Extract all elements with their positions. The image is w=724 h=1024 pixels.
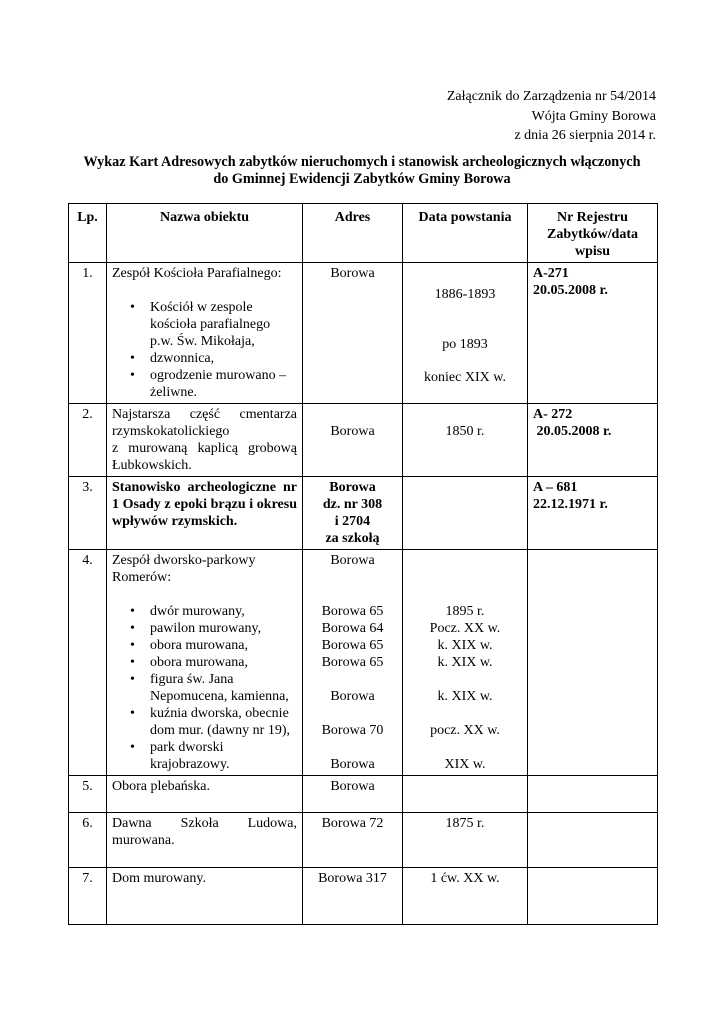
table-row — [69, 868, 658, 925]
cell-address: Borowa 72 — [303, 813, 403, 868]
item-text: • park dworski — [150, 740, 224, 755]
address-text: Borowa — [330, 424, 375, 439]
list-item — [112, 350, 297, 367]
address-text: Borowa — [329, 480, 376, 495]
header-lp: Lp. — [69, 204, 107, 263]
list-item — [112, 603, 297, 620]
list-item — [112, 299, 297, 350]
document-title — [50, 154, 674, 188]
list-item — [112, 637, 297, 654]
registry-text: 20.05.2008 r. — [533, 424, 612, 439]
item-text: kościoła parafialnego — [150, 317, 271, 332]
cell-registry — [528, 477, 658, 550]
list-item — [112, 620, 297, 637]
cell-registry — [528, 868, 658, 925]
title-line: do Gminnej Ewidencji Zabytków Gminy Borowa — [213, 171, 511, 187]
cell-address — [303, 404, 403, 477]
header-date: Data powstania — [403, 204, 528, 263]
annex-line: Załącznik do Zarządzenia nr 54/2014 — [446, 89, 656, 104]
date-text: Pocz. XX w. — [429, 621, 501, 636]
header-registry-line: wpisu — [574, 244, 611, 259]
registry-text: A-271 — [533, 266, 569, 281]
item-text: krajobrazowy. — [150, 757, 230, 772]
cell-address — [303, 550, 403, 776]
name-text: Łubkowskich. — [112, 458, 192, 473]
registry-text: A- 272 — [533, 407, 573, 422]
address-text: Borowa 65 — [321, 655, 384, 670]
cell-lp: 3. — [69, 477, 107, 550]
cell-lp: 4. — [69, 550, 107, 776]
table-header-row — [69, 204, 658, 263]
item-text: • dzwonnica, — [150, 351, 215, 366]
item-text: • ogrodzenie murowano – — [150, 368, 287, 383]
table-row — [69, 263, 658, 404]
header-name: Nazwa obiektu — [107, 204, 303, 263]
item-text: dom mur. (dawny nr 19), — [150, 723, 290, 738]
cell-name: Dom murowany. — [107, 868, 303, 925]
date-text: po 1893 — [442, 337, 488, 352]
date-text: 1886-1893 — [434, 287, 496, 302]
date-text: XIX w. — [444, 757, 486, 772]
address-text: i 2704 — [334, 514, 371, 529]
name-text: Zespół dworsko-parkowy — [112, 553, 256, 568]
cell-lp: 2. — [69, 404, 107, 477]
date-text: k. XIX w. — [437, 689, 493, 704]
item-text: p.w. Św. Mikołaja, — [150, 334, 255, 349]
name-text: Stanowisko archeologiczne nr — [112, 480, 297, 495]
cell-registry — [528, 263, 658, 404]
item-text: • Kościół w zespole — [150, 300, 253, 315]
name-text: z murowaną kaplicą grobową — [112, 441, 297, 456]
cell-date: 1 ćw. XX w. — [403, 868, 528, 925]
registry-text: 22.12.1971 r. — [533, 497, 608, 512]
name-text: wpływów rzymskich. — [112, 514, 238, 529]
address-text: za szkołą — [325, 531, 380, 546]
date-text: 1850 r. — [445, 424, 485, 439]
table-row — [69, 813, 658, 868]
cell-date — [403, 263, 528, 404]
annex-line: Wójta Gminy Borowa — [531, 108, 656, 124]
cell-date — [403, 776, 528, 813]
name-text: Dawna Szkoła Ludowa, — [112, 816, 297, 831]
cell-lp: 5. — [69, 776, 107, 813]
cell-name — [107, 477, 303, 550]
cell-address — [303, 477, 403, 550]
annex-line: z dnia 26 sierpnia 2014 r. — [514, 128, 656, 143]
list-item — [112, 671, 297, 705]
list-item — [112, 654, 297, 671]
cell-date — [403, 404, 528, 477]
item-text: • dwór murowany, — [150, 604, 245, 619]
item-text: Nepomucena, kamienna, — [150, 689, 289, 704]
date-text: k. XIX w. — [437, 655, 493, 670]
cell-address: Borowa — [303, 263, 403, 404]
address-text: Borowa 65 — [321, 638, 384, 653]
address-text: Borowa — [330, 689, 375, 704]
table-row — [69, 404, 658, 477]
cell-registry — [528, 404, 658, 477]
cell-registry — [528, 550, 658, 776]
item-text: • obora murowana, — [150, 655, 248, 670]
date-text: koniec XIX w. — [424, 370, 506, 385]
annex-header — [447, 87, 656, 146]
cell-lp: 7. — [69, 868, 107, 925]
address-text: Borowa 65 — [321, 604, 384, 619]
table-row — [69, 477, 658, 550]
cell-registry — [528, 776, 658, 813]
header-registry-line: Nr Rejestru — [557, 210, 628, 225]
item-text: • pawilon murowany, — [150, 621, 262, 636]
name-text: rzymskokatolickiego — [112, 424, 230, 439]
header-registry — [528, 204, 658, 263]
monuments-table — [68, 203, 658, 925]
item-list — [112, 603, 297, 773]
cell-date — [403, 477, 528, 550]
cell-lp: 6. — [69, 813, 107, 868]
table-row — [69, 550, 658, 776]
cell-name — [107, 404, 303, 477]
address-text: Borowa 64 — [321, 621, 384, 636]
list-item — [112, 739, 297, 773]
cell-date — [403, 550, 528, 776]
address-text: Borowa 70 — [321, 723, 384, 738]
name-text: Najstarsza część cmentarza — [112, 407, 297, 422]
address-text: Borowa — [330, 553, 375, 568]
cell-date: 1875 r. — [403, 813, 528, 868]
item-list — [112, 299, 297, 401]
date-text: k. XIX w. — [437, 638, 493, 653]
title-line: Wykaz Kart Adresowych zabytków nieruchomych i stanowisk archeologicznych włączonych — [83, 154, 641, 170]
date-text: 1895 r. — [445, 604, 485, 619]
table-row — [69, 776, 658, 813]
cell-name: Obora plebańska. — [107, 776, 303, 813]
cell-address: Borowa — [303, 776, 403, 813]
list-item — [112, 367, 297, 401]
item-text: • figura św. Jana — [150, 672, 234, 687]
cell-name — [107, 813, 303, 868]
address-text: Borowa — [330, 757, 375, 772]
name-text: Romerów: — [112, 570, 172, 585]
address-text: dz. nr 308 — [322, 497, 383, 512]
name-text: 1 Osady z epoki brązu i okresu — [112, 497, 297, 512]
list-item — [112, 705, 297, 739]
cell-name — [107, 263, 303, 404]
cell-address: Borowa 317 — [303, 868, 403, 925]
registry-text: 20.05.2008 r. — [533, 283, 608, 298]
item-text: żeliwne. — [150, 385, 198, 400]
header-address: Adres — [303, 204, 403, 263]
cell-name — [107, 550, 303, 776]
cell-lp: 1. — [69, 263, 107, 404]
item-text: • kuźnia dworska, obecnie — [150, 706, 289, 721]
name-text: Zespół Kościoła Parafialnego: — [112, 266, 282, 281]
date-text: pocz. XX w. — [430, 723, 500, 738]
header-registry-line: Zabytków/data — [546, 227, 639, 242]
cell-registry — [528, 813, 658, 868]
name-text: murowana. — [112, 833, 175, 848]
item-text: • obora murowana, — [150, 638, 248, 653]
registry-text: A – 681 — [533, 480, 578, 495]
